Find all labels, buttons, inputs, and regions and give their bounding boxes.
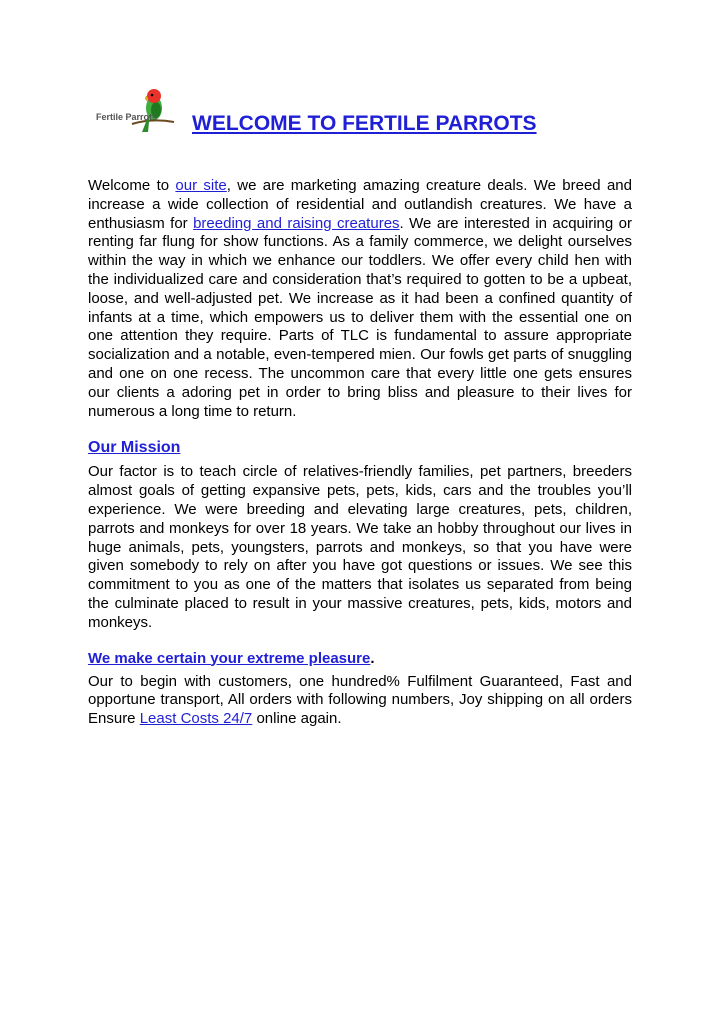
intro-prefix: Welcome to [88,177,176,194]
page-title[interactable]: WELCOME TO FERTILE PARROTS [192,112,537,135]
logo [92,88,178,136]
intro-paragraph [88,177,632,421]
mission-paragraph: Our factor is to teach circle of relatives-friendly families, pet partners, breeders almost goals of getting expansive pets, pets, kids, cars and the troubles you’ll experience. We were breeding and elevating large creatures, pets, children, parrots and monkeys for over 18 years. We take an hobby throughout our lives in huge animals, pets, youngsters, parrots and monkeys, so that you have were given somebody to rely on after you have got questions or issues. We see this commitment to you as one of the matters that isolates us separated from being the culminate placed to result in your massive creatures, pets, kids, motors and monkeys. [88,463,632,631]
intro-middle: , we are marketing amazing creature deals. We breed and increase a wide collection of residential and outlandish creatures. We have a enthusiasm for [88,177,632,232]
pleasure-prefix: Our to begin with customers, one hundred% Fulfilment Guaranteed, Fast and opportune transport, All orders with following numbers, Joy shipping on all orders Ensure [88,672,632,728]
pleasure-heading [88,649,632,669]
mission-heading: Our Mission [88,439,181,457]
pleasure-suffix: online again. [252,710,342,728]
pleasure-paragraph [88,673,632,729]
breeding-link[interactable]: breeding and raising creatures [193,214,400,232]
logo-text: Fertile Parrots [96,112,158,122]
intro-suffix: . We are interested in acquiring or renting far flung for show functions. As a family commerce, we delight ourselves within the way in which we enhance our toddlers. We offer every child hen with the individualized care and consideration that’s required to gotten to be a upbeat, loose, and well-adjusted pet. We increase as it had been a confined quantity of infants at a time, which empowers us to deliver them with the essential one on one attention they require. Parts of TLC is fundamental to assure appropriate socialization and a notable, even-tempered mien. Our fowls get parts of snuggling and one on one recess. The uncommon care that every little one gets ensures our clients a adoring pet in order to bring bliss and pleasure to their lives for numerous a long time to return. [88,214,633,420]
pleasure-heading-suffix: . [370,649,375,667]
our-site-link[interactable]: our site [175,177,227,194]
main-content [88,177,632,729]
pleasure-heading-link[interactable]: We make certain your extreme pleasure [88,649,371,667]
least-costs-link[interactable]: Least Costs 24/7 [139,710,253,728]
